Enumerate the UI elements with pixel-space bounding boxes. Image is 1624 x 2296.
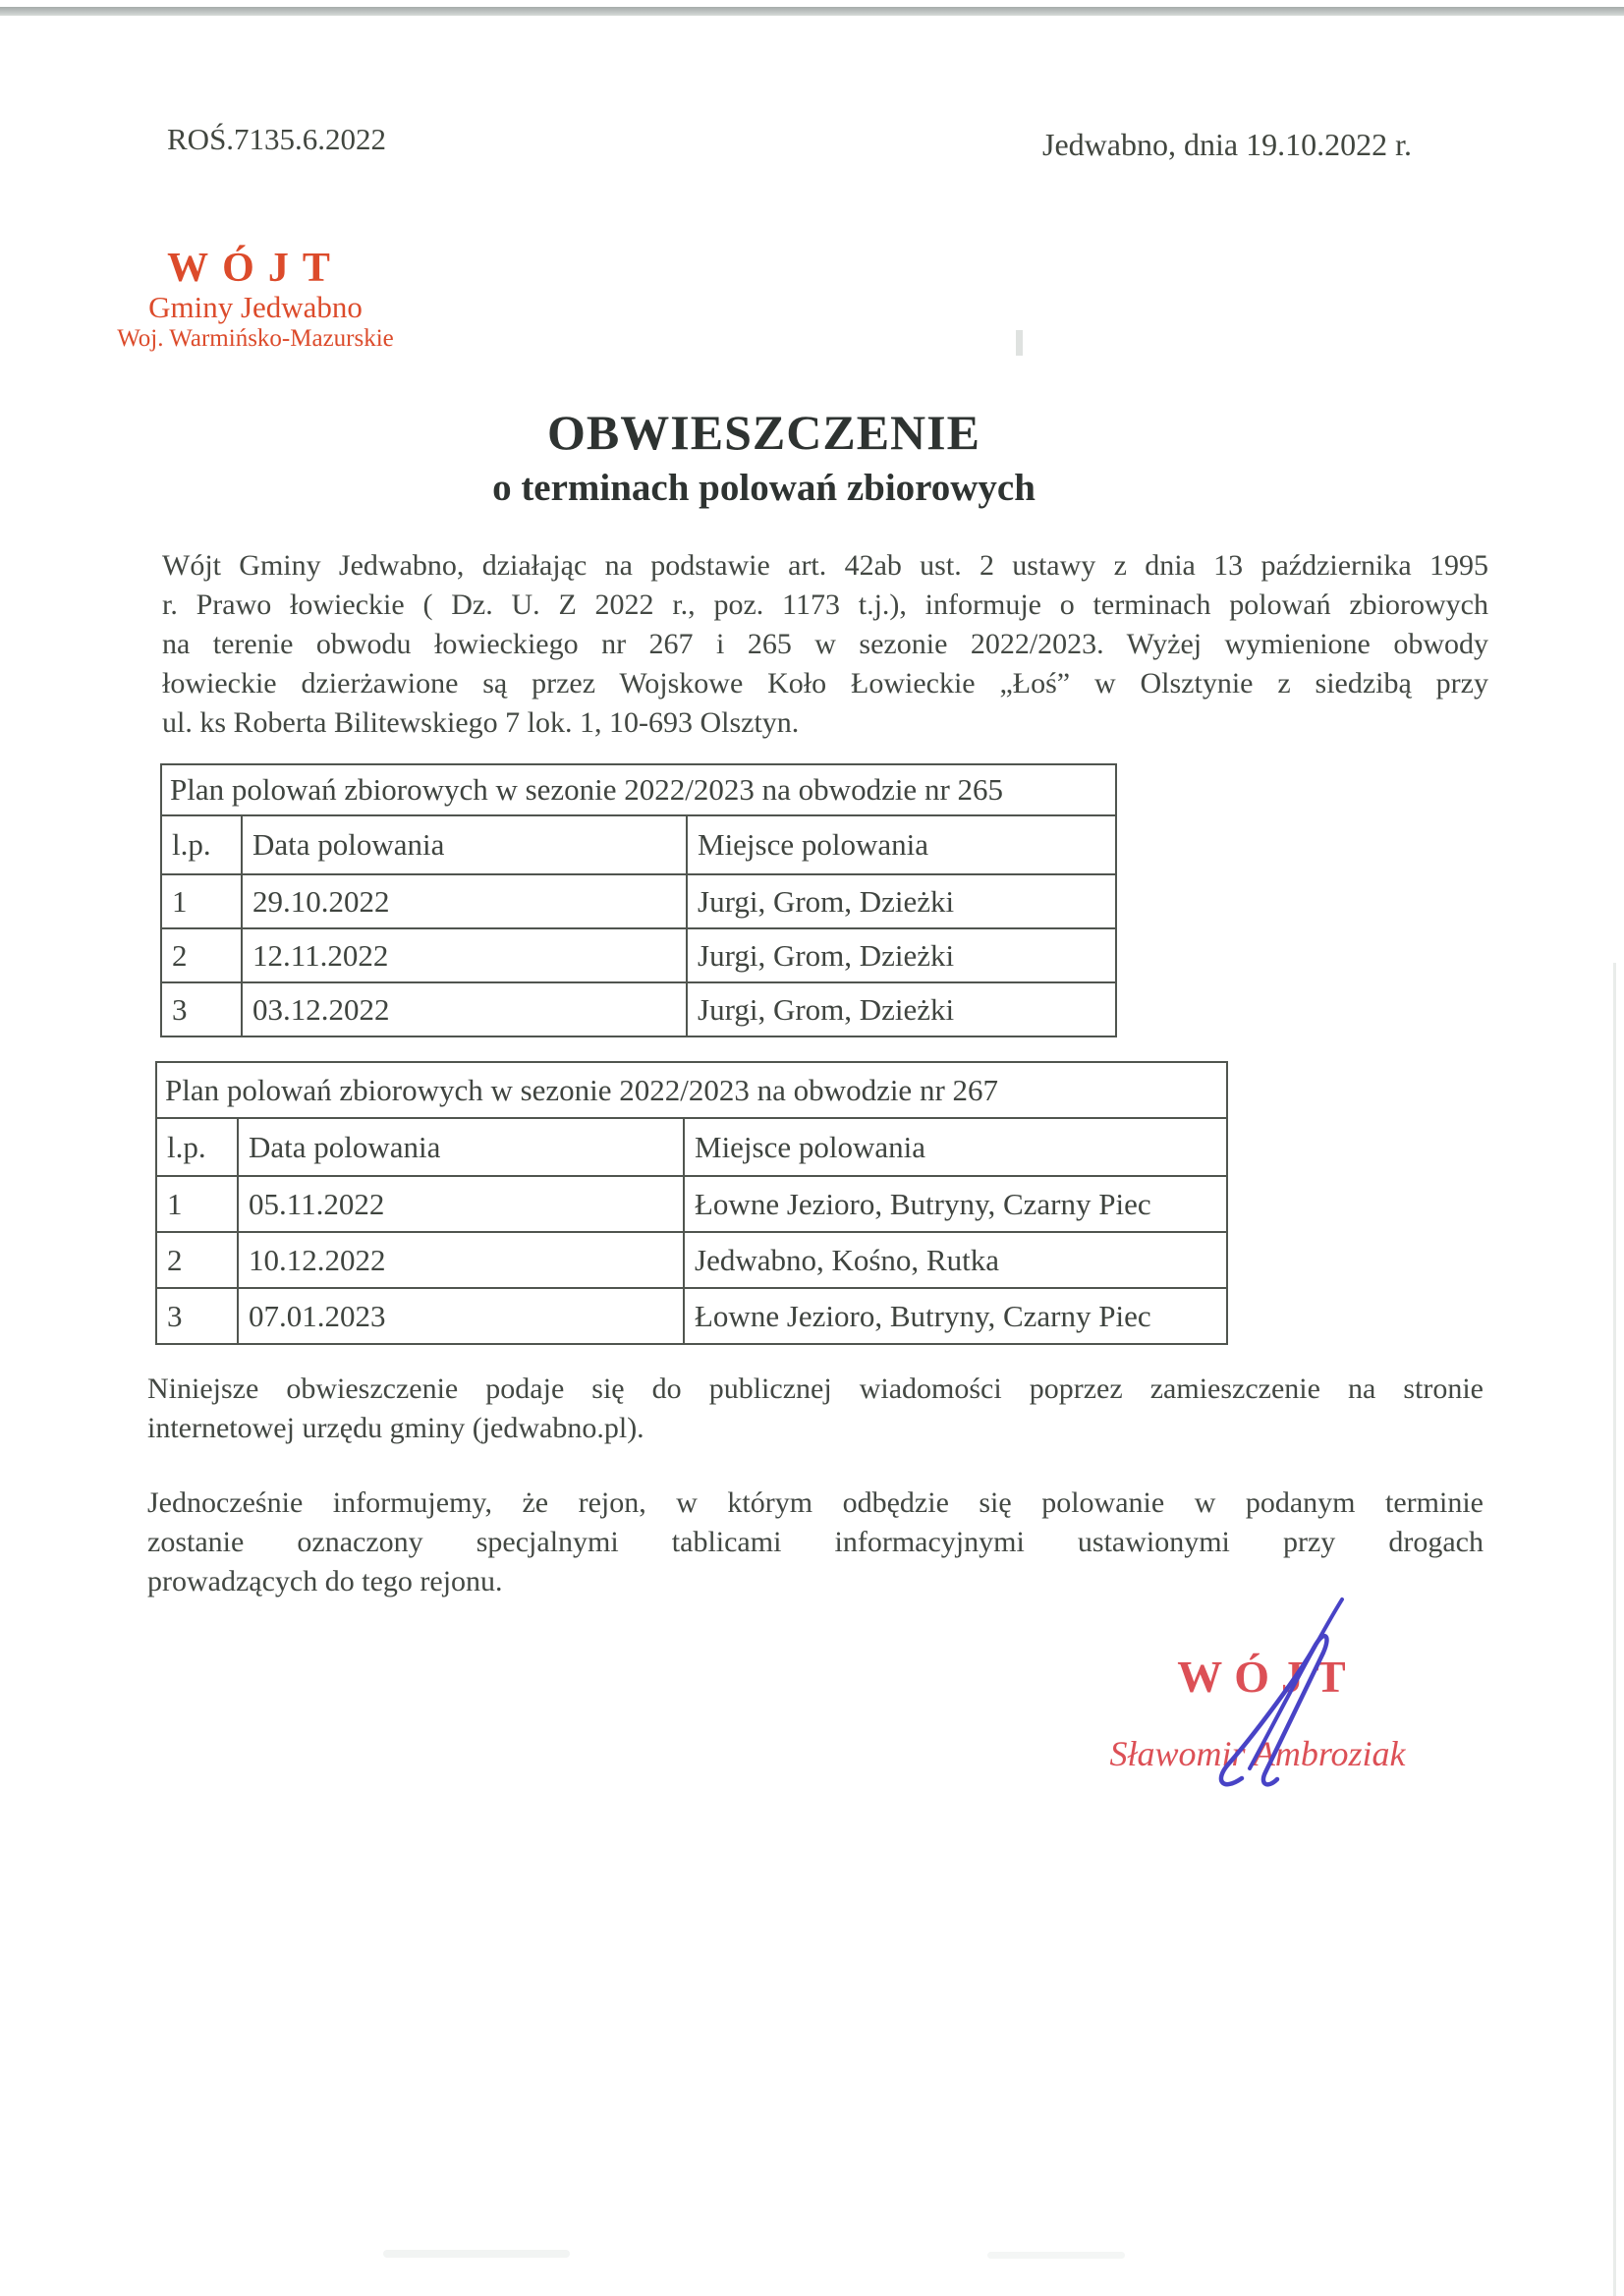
column-header-lp: l.p. xyxy=(161,815,242,874)
information-paragraph xyxy=(147,1484,1484,1601)
scan-noise-dash xyxy=(1016,330,1023,356)
cell-date: 10.12.2022 xyxy=(238,1232,684,1288)
table-row xyxy=(161,928,1116,982)
table-row xyxy=(161,982,1116,1036)
cell-place: Jurgi, Grom, Dzieżki xyxy=(687,874,1116,928)
signature-stamp-name: Sławomir Ambroziak xyxy=(1109,1734,1406,1773)
scan-smudge xyxy=(987,2252,1125,2259)
scan-smudge xyxy=(383,2250,570,2258)
document-title-block xyxy=(93,407,1434,511)
paragraph-line: internetowej urzędu gminy (jedwabno.pl). xyxy=(147,1412,644,1444)
paragraph-line: prowadzących do tego rejonu. xyxy=(147,1565,503,1597)
cell-lp: 1 xyxy=(156,1176,238,1232)
signature-stamp-title: WÓJT xyxy=(1177,1652,1358,1702)
hunting-schedule-table-265 xyxy=(160,763,1117,1037)
paragraph-line: na terenie obwodu łowieckiego nr 267 i 265 w sezonie 2022/2023. Wyżej wymienione obwody xyxy=(162,628,1488,660)
column-header-place: Miejsce polowania xyxy=(684,1118,1227,1176)
scan-right-edge-line xyxy=(1613,963,1616,2296)
paragraph-line: r. Prawo łowieckie ( Dz. U. Z 2022 r., poz. 1173 t.j.), informuje o terminach polowań zbiorowych xyxy=(162,588,1488,621)
paragraph-line: Jednocześnie informujemy, że rejon, w którym odbędzie się polowanie w podanym terminie xyxy=(147,1486,1484,1519)
paragraph-line: Niniejsze obwieszczenie podaje się do publicznej wiadomości poprzez zamieszczenie na stronie xyxy=(147,1372,1484,1405)
stamp-line-gmina: Gminy Jedwabno xyxy=(148,290,363,324)
cell-lp: 2 xyxy=(161,928,242,982)
handwritten-ink-signature xyxy=(1216,1590,1364,1791)
column-header-date: Data polowania xyxy=(242,815,687,874)
cell-lp: 1 xyxy=(161,874,242,928)
cell-date: 05.11.2022 xyxy=(238,1176,684,1232)
paragraph-line: zostanie oznaczony specjalnymi tablicami informacyjnymi ustawionymi przy drogach xyxy=(147,1526,1484,1558)
cell-lp: 2 xyxy=(156,1232,238,1288)
stamp-line-wojt: WÓJT xyxy=(167,246,344,291)
cell-place: Jurgi, Grom, Dzieżki xyxy=(687,928,1116,982)
table-row xyxy=(156,1176,1227,1232)
cell-date: 07.01.2023 xyxy=(238,1288,684,1344)
cell-place: Jedwabno, Kośno, Rutka xyxy=(684,1232,1227,1288)
intro-paragraph xyxy=(162,546,1488,743)
cell-date: 12.11.2022 xyxy=(242,928,687,982)
column-header-lp: l.p. xyxy=(156,1118,238,1176)
table-row xyxy=(156,1232,1227,1288)
table-caption: Plan polowań zbiorowych w sezonie 2022/2023 na obwodzie nr 265 xyxy=(161,764,1116,815)
hunting-schedule-table-267 xyxy=(155,1061,1228,1345)
table-caption: Plan polowań zbiorowych w sezonie 2022/2023 na obwodzie nr 267 xyxy=(156,1062,1227,1118)
paragraph-line: łowieckie dzierżawione są przez Wojskowe Koło Łowieckie „Łoś” w Olsztynie z siedzibą przy xyxy=(162,667,1488,700)
table-row xyxy=(156,1288,1227,1344)
column-header-place: Miejsce polowania xyxy=(687,815,1116,874)
cell-date: 03.12.2022 xyxy=(242,982,687,1036)
page-title: OBWIESZCZENIE xyxy=(547,405,980,460)
column-header-date: Data polowania xyxy=(238,1118,684,1176)
cell-date: 29.10.2022 xyxy=(242,874,687,928)
cell-lp: 3 xyxy=(156,1288,238,1344)
page-subtitle: o terminach polowań zbiorowych xyxy=(492,467,1036,509)
cell-place: Jurgi, Grom, Dzieżki xyxy=(687,982,1116,1036)
stamp-line-voivodeship: Woj. Warmińsko-Mazurskie xyxy=(117,325,394,352)
table-row xyxy=(161,874,1116,928)
publication-paragraph xyxy=(147,1370,1484,1448)
paragraph-line: ul. ks Roberta Bilitewskiego 7 lok. 1, 10-693 Olsztyn. xyxy=(162,706,800,739)
office-stamp xyxy=(98,246,413,354)
paragraph-line: Wójt Gminy Jedwabno, działając na podstawie art. 42ab ust. 2 ustawy z dnia 13 października 1995 xyxy=(162,549,1488,582)
cell-lp: 3 xyxy=(161,982,242,1036)
cell-place: Łowne Jezioro, Butryny, Czarny Piec xyxy=(684,1288,1227,1344)
reference-number: ROŚ.7135.6.2022 xyxy=(167,122,387,156)
scanner-edge-artifact xyxy=(0,7,1624,16)
cell-place: Łowne Jezioro, Butryny, Czarny Piec xyxy=(684,1176,1227,1232)
place-and-date: Jedwabno, dnia 19.10.2022 r. xyxy=(1042,127,1412,162)
